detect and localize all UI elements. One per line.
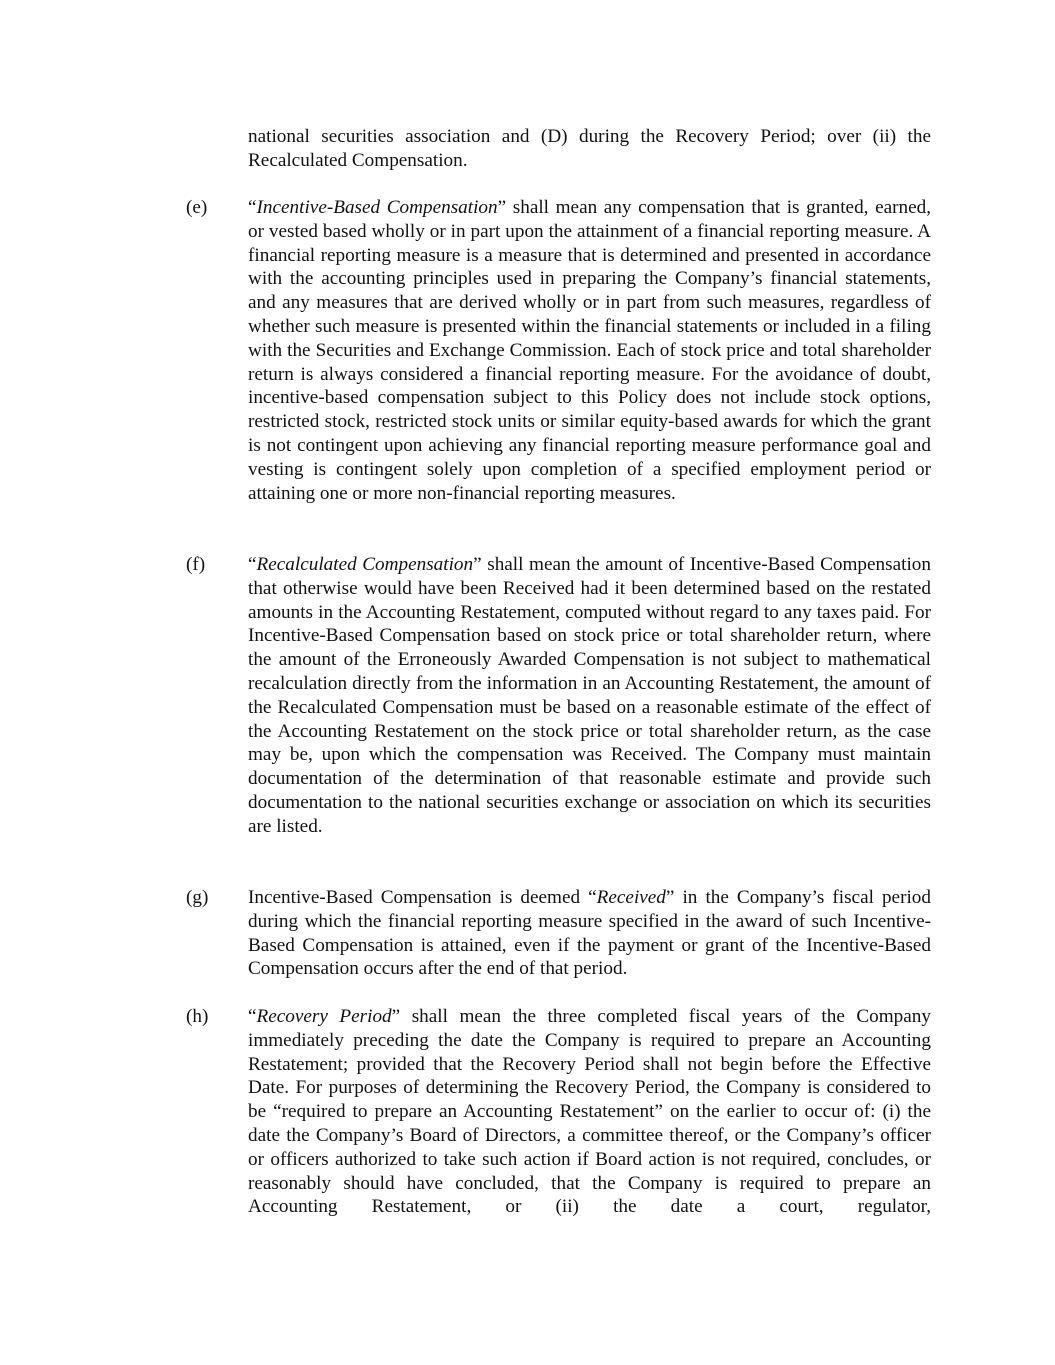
definition-text: shall mean any compensation that is granted, earned, or vested based wholly or in part upon the attainment of a financial reporting measure. A financial reporting measure is a measure that is determined and presented in accordance with the accounting principles used in preparing the Company’s financial statements, and any measures that are derived wholly or in part from such measures, regardless of whether such measure is presented within the financial statements or included in a filing with the Securities and Exchange Commission. Each of stock price and total shareholder return is always considered a financial reporting measure. For the avoidance of doubt, incentive-based compensation subject to this Policy does not include stock options, restricted stock, restricted stock units or similar equity-based awards for which the grant is not contingent upon achieving any financial reporting measure performance goal and vesting is contingent solely upon completion of a specified employment period or attaining one or more non-financial reporting measures. (248, 197, 932, 504)
definition-text: in the Company’s fiscal period during which the financial reporting measure specified in the award of such Incentive-Based Compensation is attained, even if the payment or grant of the Incentive-Based Compensation occurs after the end of that period. (248, 887, 931, 980)
close-quote: ” (473, 554, 482, 575)
close-quote: ” (497, 197, 507, 218)
section-label: (h) (186, 1006, 209, 1027)
close-quote: ” (665, 887, 675, 908)
defined-term: Received (596, 887, 666, 908)
section-f (186, 553, 931, 839)
section-g (186, 886, 931, 981)
section-text (248, 553, 931, 839)
defined-term: Recalculated Compensation (256, 554, 474, 575)
continuation-paragraph (186, 125, 931, 173)
section-text (248, 196, 931, 505)
definition-text: shall mean the amount of Incentive-Based Compensation that otherwise would have been Received had it been determined based on the restated amounts in the Accounting Restatement, computed without regard to any taxes paid. For Incentive-Based Compensation based on stock price or total shareholder return, where the amount of the Erroneously Awarded Compensation is not subject to mathematical recalculation directly from the information in an Accounting Restatement, the amount of the Recalculated Compensation must be based on a reasonable estimate of the effect of the Accounting Restatement on the stock price or total shareholder return, as the case may be, upon which the compensation was Received. The Company must maintain documentation of the determination of that reasonable estimate and provide such documentation to the national securities exchange or association on which its securities are listed. (248, 554, 931, 837)
close-quote: ” (391, 1006, 401, 1027)
defined-term: Incentive-Based Compensation (256, 197, 498, 218)
section-e (186, 196, 931, 505)
open-quote: “ (248, 197, 257, 218)
open-quote: “ (248, 554, 257, 575)
section-h (186, 1005, 931, 1219)
section-label: (e) (186, 197, 208, 218)
paragraph-text: national securities association and (D) during the Recovery Period; over (ii) the Recalculated Compensation. (248, 126, 931, 171)
open-quote: “ (588, 887, 597, 908)
section-label: (f) (186, 554, 206, 575)
defined-term: Recovery Period (256, 1006, 392, 1027)
definition-text: shall mean the three completed fiscal years of the Company immediately preceding the date the Company is required to prepare an Accounting Restatement; provided that the Recovery Period shall not begin before the Effective Date. For purposes of determining the Recovery Period, the Company is considered to be “required to prepare an Accounting Restatement” on the earlier to occur of: (i) the date the Company’s Board of Directors, a committee thereof, or the Company’s officer or officers authorized to take such action if Board action is not required, concludes, or reasonably should have concluded, that the Company is required to prepare an Accounting Restatement, or (ii) the date a court, regulator, (248, 1006, 931, 1218)
pre-text: Incentive-Based Compensation is deemed (248, 887, 589, 908)
section-text (248, 1005, 931, 1219)
section-label: (g) (186, 887, 209, 908)
section-text (248, 886, 931, 981)
open-quote: “ (248, 1006, 257, 1027)
